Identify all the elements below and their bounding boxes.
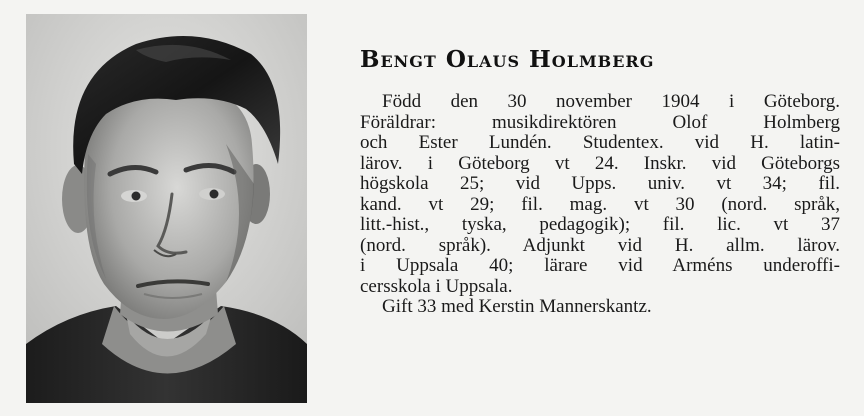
bio-line: i Uppsala 40; lärare vid Arméns underoffi- <box>360 255 840 276</box>
bio-line: cersskola i Uppsala. <box>360 275 513 297</box>
bio-line: Föräldrar: musikdirektören Olof Holmberg <box>360 111 840 133</box>
bio-line: litt.-hist., tyska, pedagogik); fil. lic. vt 37 <box>360 214 840 235</box>
person-name: Bengt Olaus Holmberg <box>360 46 655 73</box>
bio-line: och Ester Lundén. Studentex. vid H. latin- <box>360 132 840 153</box>
bio-line: kand. vt 29; fil. mag. vt 30 (nord. språk, <box>360 193 840 215</box>
portrait-photo <box>26 14 307 403</box>
bio-line: högskola 25; vid Upps. univ. vt 34; fil. <box>360 173 840 194</box>
bio-line-marriage: Gift 33 med Kerstin Mannerskantz. <box>382 296 652 317</box>
bio-line: (nord. språk). Adjunkt vid H. allm. lärov. <box>360 234 840 256</box>
bio-line: lärov. i Göteborg vt 24. Inskr. vid Göteborgs <box>360 152 840 174</box>
biography-text <box>360 92 840 318</box>
bio-line: Född den 30 november 1904 i Göteborg. <box>382 91 840 112</box>
biography-entry <box>360 46 840 318</box>
portrait-illustration <box>26 14 307 403</box>
